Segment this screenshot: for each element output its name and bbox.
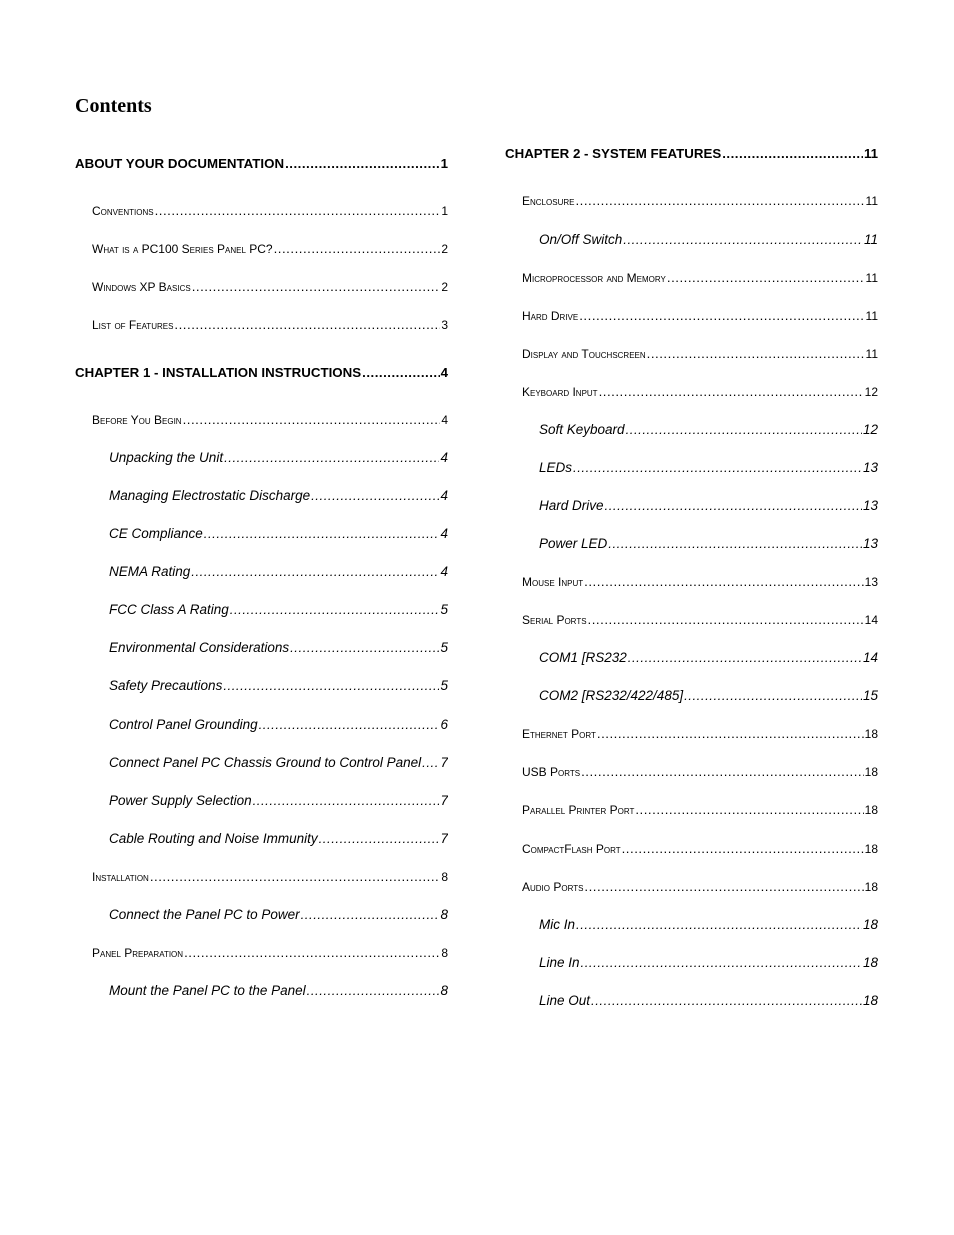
toc-entry-title: Microprocessor and Memory bbox=[522, 271, 666, 285]
toc-page-number: 4 bbox=[440, 488, 448, 503]
toc-entry[interactable] bbox=[505, 307, 878, 325]
dot-leader bbox=[311, 487, 439, 505]
toc-entry[interactable] bbox=[75, 364, 448, 382]
toc-entry-title: Power LED bbox=[539, 536, 608, 551]
toc-entry[interactable] bbox=[75, 525, 448, 543]
toc-left-column bbox=[75, 0, 448, 1235]
toc-page-number: 1 bbox=[440, 156, 448, 171]
toc-page-number: 4 bbox=[440, 526, 448, 541]
toc-entry[interactable] bbox=[75, 487, 448, 505]
dot-leader bbox=[362, 364, 439, 382]
dot-leader bbox=[623, 231, 863, 249]
toc-page-number: 5 bbox=[440, 602, 448, 617]
toc-entry-title: Before You Begin bbox=[92, 413, 182, 427]
toc-page-number: 18 bbox=[864, 765, 878, 779]
toc-entry-title: Managing Electrostatic Discharge bbox=[109, 488, 311, 503]
toc-entry[interactable] bbox=[505, 231, 878, 249]
toc-page-number: 15 bbox=[862, 688, 878, 703]
dot-leader bbox=[647, 345, 865, 363]
dot-leader bbox=[622, 840, 864, 858]
toc-entry-title: Installation bbox=[92, 870, 149, 884]
toc-entry-title: CompactFlash Port bbox=[522, 842, 621, 856]
toc-page-number: 11 bbox=[863, 232, 878, 247]
toc-page-number: 11 bbox=[865, 271, 878, 285]
toc-page-number: 4 bbox=[440, 365, 448, 380]
dot-leader bbox=[253, 792, 440, 810]
toc-entry[interactable] bbox=[75, 449, 448, 467]
toc-entry[interactable] bbox=[75, 830, 448, 848]
toc-page-number: 8 bbox=[441, 946, 448, 960]
toc-page-number: 2 bbox=[441, 280, 448, 294]
toc-entry-title: Unpacking the Unit bbox=[109, 450, 224, 465]
dot-leader bbox=[581, 954, 862, 972]
toc-entry-title: Conventions bbox=[92, 204, 154, 218]
toc-entry[interactable] bbox=[505, 878, 878, 896]
dot-leader bbox=[599, 383, 864, 401]
dot-leader bbox=[576, 916, 862, 934]
toc-page-number: 7 bbox=[440, 831, 448, 846]
toc-entry[interactable] bbox=[505, 383, 878, 401]
dot-leader bbox=[183, 411, 441, 429]
toc-entry-title: Hard Drive bbox=[539, 498, 604, 513]
toc-page-number: 5 bbox=[440, 640, 448, 655]
toc-entry[interactable] bbox=[75, 716, 448, 734]
toc-page-number: 8 bbox=[441, 870, 448, 884]
toc-page-number: 7 bbox=[440, 755, 448, 770]
toc-entry[interactable] bbox=[505, 801, 878, 819]
toc-entry-title: Power Supply Selection bbox=[109, 793, 252, 808]
toc-page-number: 18 bbox=[864, 803, 878, 817]
toc-entry[interactable] bbox=[505, 345, 878, 363]
toc-page-number: 4 bbox=[440, 450, 448, 465]
toc-page-number: 11 bbox=[865, 194, 878, 208]
dot-leader bbox=[608, 535, 862, 553]
toc-entry[interactable] bbox=[75, 202, 448, 220]
toc-entry-title: Mount the Panel PC to the Panel bbox=[109, 983, 306, 998]
toc-entry[interactable] bbox=[505, 192, 878, 210]
toc-page-number: 11 bbox=[865, 347, 878, 361]
toc-entry-title: COM1 [RS232 bbox=[539, 650, 627, 665]
toc-entry[interactable] bbox=[75, 240, 448, 258]
toc-page-number: 18 bbox=[864, 727, 878, 741]
dot-leader bbox=[591, 992, 862, 1010]
dot-leader bbox=[584, 878, 863, 896]
dot-leader bbox=[635, 801, 863, 819]
toc-entry[interactable] bbox=[505, 725, 878, 743]
dot-leader bbox=[155, 202, 441, 220]
toc-entry[interactable] bbox=[505, 687, 878, 705]
toc-entry-title: Keyboard Input bbox=[522, 385, 598, 399]
toc-page-number: 6 bbox=[440, 717, 448, 732]
toc-entry-title: Line Out bbox=[539, 993, 591, 1008]
toc-page-number: 4 bbox=[440, 564, 448, 579]
toc-entry[interactable] bbox=[75, 868, 448, 886]
toc-entry[interactable] bbox=[75, 754, 448, 772]
toc-entry[interactable] bbox=[505, 421, 878, 439]
toc-entry-title: LEDs bbox=[539, 460, 573, 475]
dot-leader bbox=[184, 944, 440, 962]
toc-entry[interactable] bbox=[75, 639, 448, 657]
toc-entry-title: Connect the Panel PC to Power bbox=[109, 907, 300, 922]
toc-page-number: 18 bbox=[862, 955, 878, 970]
toc-page-number: 18 bbox=[862, 993, 878, 1008]
dot-leader bbox=[223, 677, 439, 695]
toc-entry-title: Panel Preparation bbox=[92, 946, 184, 960]
toc-entry-title: COM2 [RS232/422/485] bbox=[539, 688, 684, 703]
toc-entry-title: Serial Ports bbox=[522, 613, 587, 627]
dot-leader bbox=[191, 563, 439, 581]
toc-entry[interactable] bbox=[75, 906, 448, 924]
toc-entry[interactable] bbox=[75, 601, 448, 619]
toc-entry[interactable] bbox=[505, 497, 878, 515]
toc-entry[interactable] bbox=[505, 992, 878, 1010]
toc-entry[interactable] bbox=[75, 155, 448, 173]
dot-leader bbox=[667, 269, 865, 287]
toc-entry-title: CHAPTER 2 - SYSTEM FEATURES bbox=[505, 146, 722, 161]
toc-entry[interactable] bbox=[75, 563, 448, 581]
toc-entry-title: CHAPTER 1 - INSTALLATION INSTRUCTIONS bbox=[75, 365, 362, 380]
toc-entry[interactable] bbox=[505, 954, 878, 972]
dot-leader bbox=[588, 611, 864, 629]
dot-leader bbox=[626, 421, 862, 439]
dot-leader bbox=[274, 240, 441, 258]
toc-page-number: 18 bbox=[864, 880, 878, 894]
toc-page-number: 1 bbox=[441, 204, 448, 218]
dot-leader bbox=[628, 649, 862, 667]
dot-leader bbox=[573, 459, 862, 477]
dot-leader bbox=[192, 278, 441, 296]
toc-entry[interactable] bbox=[505, 459, 878, 477]
toc-entry[interactable] bbox=[505, 611, 878, 629]
dot-leader bbox=[285, 155, 440, 173]
toc-entry[interactable] bbox=[75, 792, 448, 810]
toc-entry-title: Environmental Considerations bbox=[109, 640, 290, 655]
toc-entry[interactable] bbox=[75, 982, 448, 1000]
toc-entry-title: On/Off Switch bbox=[539, 232, 623, 247]
dot-leader bbox=[605, 497, 862, 515]
toc-entry-title: Enclosure bbox=[522, 194, 575, 208]
toc-page-number: 13 bbox=[862, 460, 878, 475]
dot-leader bbox=[597, 725, 864, 743]
toc-page-number: 18 bbox=[862, 917, 878, 932]
dot-leader bbox=[230, 601, 440, 619]
toc-entry-title: Safety Precautions bbox=[109, 678, 223, 693]
toc-entry-title: Hard Drive bbox=[522, 309, 579, 323]
dot-leader bbox=[301, 906, 440, 924]
toc-entry-title: Windows XP Basics bbox=[92, 280, 191, 294]
dot-leader bbox=[204, 525, 440, 543]
toc-entry-title: Connect Panel PC Chassis Ground to Control Panel bbox=[109, 755, 422, 770]
toc-page-number: 12 bbox=[862, 422, 878, 437]
dot-leader bbox=[150, 868, 440, 886]
toc-entry[interactable] bbox=[505, 763, 878, 781]
toc-entry-title: Cable Routing and Noise Immunity bbox=[109, 831, 318, 846]
toc-entry-title: Mouse Input bbox=[522, 575, 584, 589]
dot-leader bbox=[581, 763, 864, 781]
toc-page-number: 12 bbox=[864, 385, 878, 399]
dot-leader bbox=[422, 754, 439, 772]
toc-entry-title: Audio Ports bbox=[522, 880, 584, 894]
toc-entry-title: Control Panel Grounding bbox=[109, 717, 258, 732]
toc-right-column bbox=[505, 0, 878, 1235]
dot-leader bbox=[224, 449, 439, 467]
toc-page-number: 14 bbox=[864, 613, 878, 627]
toc-entry-title: Line In bbox=[539, 955, 580, 970]
dot-leader bbox=[174, 316, 440, 334]
toc-entry[interactable] bbox=[505, 649, 878, 667]
page-title: Contents bbox=[75, 95, 152, 117]
toc-entry-title: Soft Keyboard bbox=[539, 422, 625, 437]
dot-leader bbox=[319, 830, 440, 848]
toc-page-number: 5 bbox=[440, 678, 448, 693]
toc-entry[interactable] bbox=[75, 278, 448, 296]
toc-entry[interactable] bbox=[505, 916, 878, 934]
dot-leader bbox=[307, 982, 440, 1000]
dot-leader bbox=[579, 307, 864, 325]
toc-entry-title: ABOUT YOUR DOCUMENTATION bbox=[75, 156, 285, 171]
toc-page-number: 13 bbox=[864, 575, 878, 589]
toc-entry-title: USB Ports bbox=[522, 765, 581, 779]
toc-entry[interactable] bbox=[505, 573, 878, 591]
toc-page-number: 8 bbox=[440, 907, 448, 922]
toc-page-number: 7 bbox=[440, 793, 448, 808]
toc-entry[interactable] bbox=[75, 316, 448, 334]
dot-leader bbox=[722, 145, 863, 163]
toc-entry[interactable] bbox=[505, 269, 878, 287]
toc-page-number: 11 bbox=[863, 146, 878, 161]
toc-page-number: 11 bbox=[865, 309, 878, 323]
toc-entry-title: Mic In bbox=[539, 917, 576, 932]
toc-entry[interactable] bbox=[75, 677, 448, 695]
toc-entry-title: Parallel Printer Port bbox=[522, 803, 635, 817]
toc-entry-title: List of Features bbox=[92, 318, 174, 332]
dot-leader bbox=[259, 716, 440, 734]
toc-entry-title: What is a PC100 Series Panel PC? bbox=[92, 242, 273, 256]
toc-entry-title: FCC Class A Rating bbox=[109, 602, 229, 617]
toc-page-number: 13 bbox=[862, 536, 878, 551]
toc-entry[interactable] bbox=[505, 535, 878, 553]
dot-leader bbox=[584, 573, 864, 591]
toc-page-number: 8 bbox=[440, 983, 448, 998]
toc-page-number: 3 bbox=[441, 318, 448, 332]
toc-page-number: 4 bbox=[441, 413, 448, 427]
toc-entry-title: Display and Touchscreen bbox=[522, 347, 646, 361]
dot-leader bbox=[575, 192, 864, 210]
toc-entry-title: NEMA Rating bbox=[109, 564, 191, 579]
toc-entry-title: Ethernet Port bbox=[522, 727, 596, 741]
toc-entry-title: CE Compliance bbox=[109, 526, 203, 541]
toc-page-number: 2 bbox=[441, 242, 448, 256]
toc-entry[interactable] bbox=[75, 944, 448, 962]
toc-page-number: 18 bbox=[864, 842, 878, 856]
toc-page-number: 13 bbox=[862, 498, 878, 513]
toc-page-number: 14 bbox=[862, 650, 878, 665]
toc-entry[interactable] bbox=[505, 840, 878, 858]
dot-leader bbox=[684, 687, 862, 705]
dot-leader bbox=[290, 639, 439, 657]
toc-entry[interactable] bbox=[505, 145, 878, 163]
toc-entry[interactable] bbox=[75, 411, 448, 429]
